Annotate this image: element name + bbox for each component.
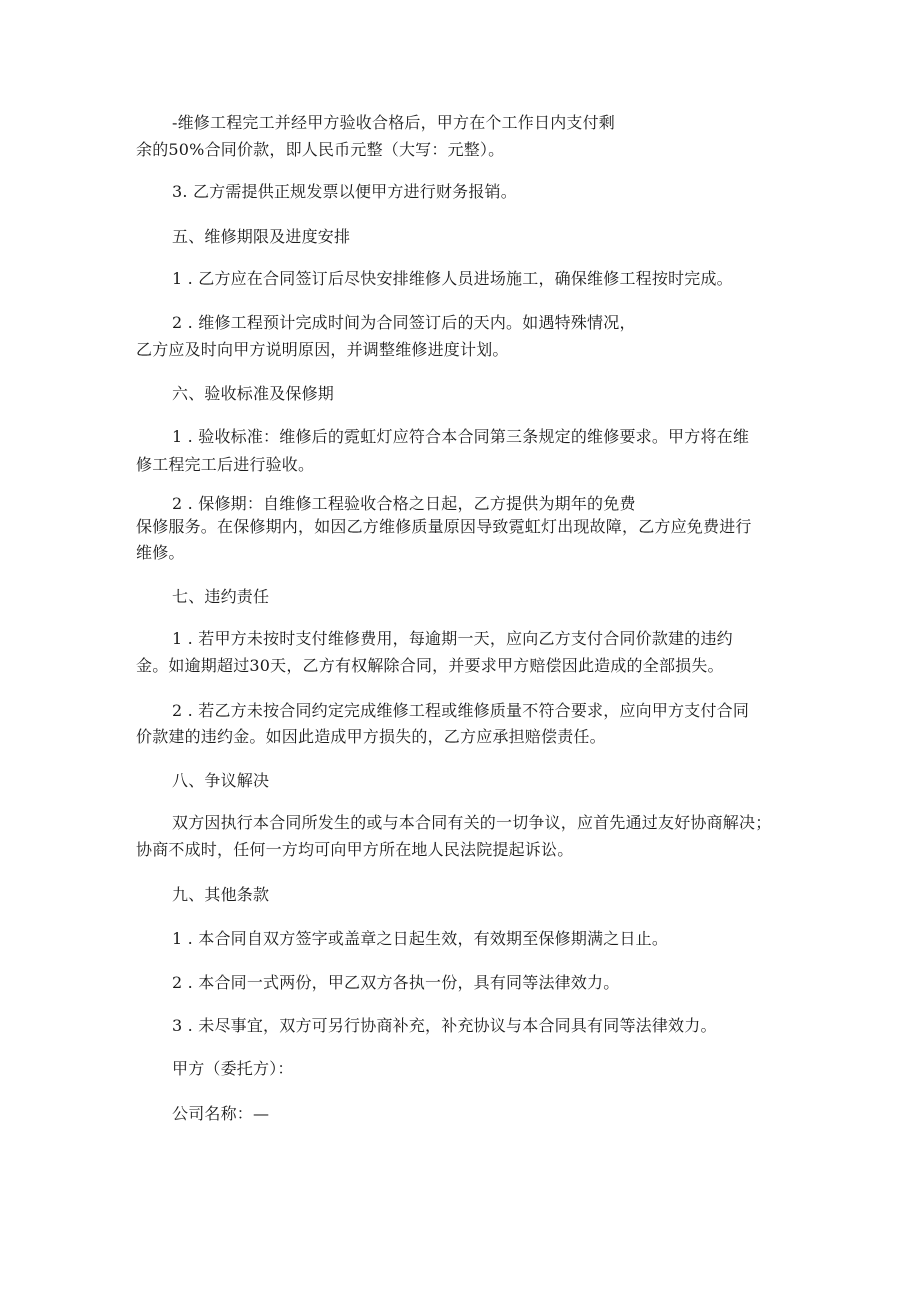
clause-6-1: 修工程完工后进行验收。	[136, 455, 315, 474]
dispute-clause: 双方因执行本合同所发生的或与本合同有关的一切争议，应首先通过友好协商解决；	[172, 813, 772, 832]
payment-line: -维修工程完工并经甲方验收合格后，甲方在个工作日内支付剩	[172, 113, 616, 132]
clause-7-2: 2 . 若乙方未按合同约定完成维修工程或维修质量不符合要求，应向甲方支付合同	[172, 701, 750, 720]
invoice-clause: 3. 乙方需提供正规发票以便甲方进行财务报销。	[172, 182, 517, 201]
clause-7-2: 价款建的违约金。如因此造成甲方损失的，乙方应承担赔偿责任。	[136, 727, 606, 746]
section-title-8: 八、争议解决	[172, 771, 270, 790]
clause-9-1: 1 . 本合同自双方签字或盖章之日起生效，有效期至保修期满之日止。	[172, 929, 669, 948]
clause-6-2: 2 . 保修期：自维修工程验收合格之日起，乙方提供为期年的免费	[172, 494, 636, 513]
section-title-5: 五、维修期限及进度安排	[172, 227, 351, 246]
clause-9-3: 3 . 未尽事宜，双方可另行协商补充，补充协议与本合同具有同等法律效力。	[172, 1016, 717, 1035]
section-title-6: 六、验收标准及保修期	[172, 384, 335, 403]
payment-line: 余的50%合同价款，即人民币元整（大写：元整）。	[136, 140, 505, 159]
dispute-clause: 协商不成时，任何一方均可向甲方所在地人民法院提起诉讼。	[136, 840, 574, 859]
clause-7-1: 1 . 若甲方未按时支付维修费用，每逾期一天，应向乙方支付合同价款建的违约	[172, 629, 733, 648]
clause-5-2: 乙方应及时向甲方说明原因，并调整维修进度计划。	[136, 340, 509, 359]
clause-5-2: 2 . 维修工程预计完成时间为合同签订后的天内。如遇特殊情况，	[172, 313, 636, 332]
clause-6-1: 1 . 验收标准：维修后的霓虹灯应符合本合同第三条规定的维修要求。甲方将在维	[172, 427, 750, 446]
clause-6-2: 保修服务。在保修期内，如因乙方维修质量原因导致霓虹灯出现故障，乙方应免费进行	[136, 517, 752, 536]
section-title-9: 九、其他条款	[172, 885, 270, 904]
clause-6-2: 维修。	[136, 543, 185, 562]
company-name-label: 公司名称：—	[172, 1104, 270, 1123]
section-title-7: 七、违约责任	[172, 587, 270, 606]
clause-7-1: 金。如逾期超过30天，乙方有权解除合同，并要求甲方赔偿因此造成的全部损失。	[136, 656, 724, 675]
party-a-label: 甲方（委托方）：	[172, 1059, 294, 1078]
clause-9-2: 2 . 本合同一式两份，甲乙双方各执一份，具有同等法律效力。	[172, 973, 620, 992]
clause-5-1: 1 . 乙方应在合同签订后尽快安排维修人员进场施工，确保维修工程按时完成。	[172, 269, 733, 288]
